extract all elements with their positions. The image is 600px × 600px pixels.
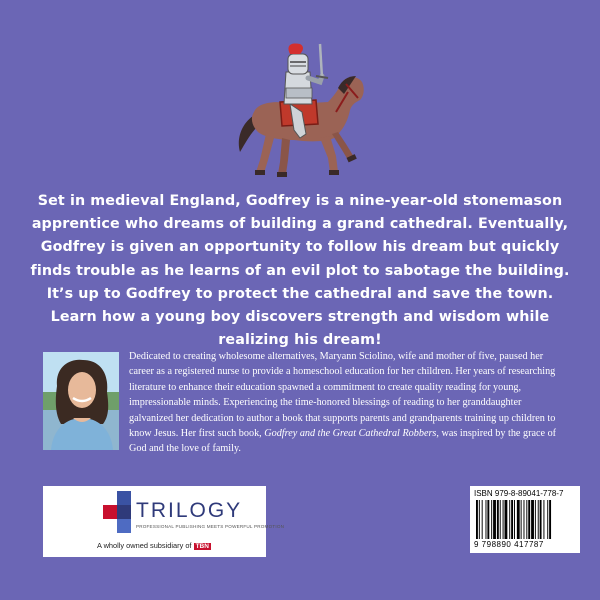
publisher-name: TRILOGY xyxy=(136,499,243,522)
book-blurb: Set in medieval England, Godfrey is a nine-year-old stonemason apprentice who dreams of building a grand cathedral. Eventually, Godfrey is given an opportunity to follow his dream but quickly finds trouble as he learns of an evil plot to sabotage the building. It’s up to Godfrey to protect the cathedral and save the town. Learn how a young boy discovers strength and wisdom while realizing his dream! xyxy=(30,193,570,349)
publisher-tagline: PROFESSIONAL PUBLISHING MEETS POWERFUL PROMOTION xyxy=(136,524,285,529)
barcode-number: 9 798890 417787 xyxy=(474,540,544,549)
publisher-subsidiary: A wholly owned subsidiary of TBN xyxy=(97,541,209,550)
isbn-label: ISBN 979-8-89041-778-7 xyxy=(474,489,564,498)
publisher-logo xyxy=(43,486,285,557)
knight-on-horse-icon xyxy=(228,42,373,182)
barcode xyxy=(470,486,580,553)
author-photo xyxy=(43,352,119,450)
barcode-bars xyxy=(476,500,574,539)
tbn-logo: TBN xyxy=(195,543,209,550)
trilogy-logo-icon xyxy=(99,489,139,535)
book-title: Godfrey and the Great Cathedral Robbers xyxy=(264,428,437,440)
author-bio: Dedicated to creating wholesome alternatives, Maryann Sciolino, wife and mother of five, paused her career as a registered nurse to provide a homeschool education for her children. Her years of researching literature to enhance their education spawned a commitment to create quality reading for young, impressionable minds. Experiencing the time-honored blessings of reading to her granddaughter galvanized her dedication to author a book that supports parents and grandparents training up children to know Jesus. Her first such book, Godfrey and the Great Cathedral Robbers, was inspired by the grace of God and the love of family. xyxy=(129,351,557,455)
